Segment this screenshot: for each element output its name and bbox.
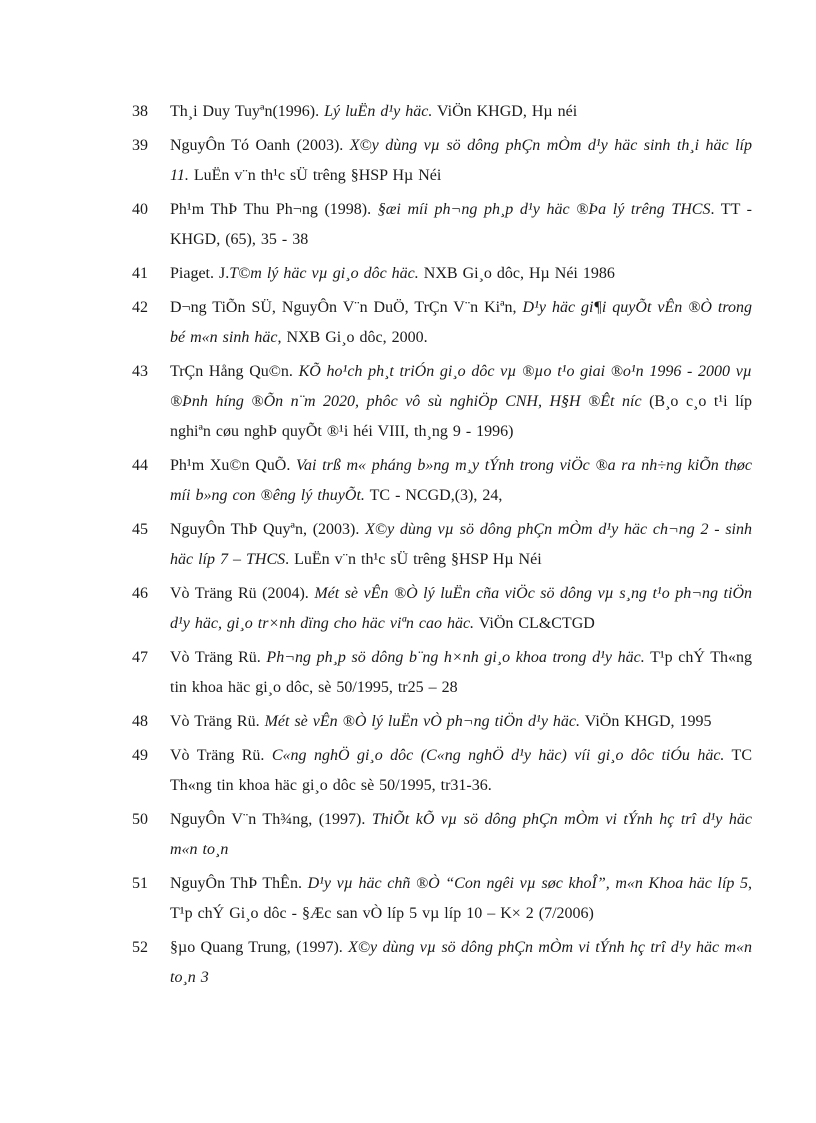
reference-text — [170, 293, 752, 353]
reference-item — [132, 451, 752, 511]
reference-number: 50 — [132, 811, 148, 828]
reference-number: 39 — [132, 137, 148, 154]
reference-item — [132, 515, 752, 575]
reference-segment: §µo Quang Trung, (1997). — [170, 939, 349, 956]
reference-segment: , NXB Gi¸o dôc, 2000. — [277, 329, 428, 346]
reference-number: 52 — [132, 939, 148, 956]
reference-number: 45 — [132, 521, 148, 538]
reference-segment: NguyÔn ThÞ Quyªn, (2003). — [170, 521, 366, 538]
reference-segment: ViÖn KHGD, 1995 — [580, 713, 712, 730]
reference-item — [132, 579, 752, 639]
reference-item — [132, 259, 752, 289]
reference-segment: Vò Träng Rü. — [170, 713, 265, 730]
reference-title: D¹y vµ häc chñ ®Ò “Con ngêi vµ søc khoÎ”, m«n Khoa häc líp 5 — [307, 875, 749, 892]
reference-item — [132, 643, 752, 703]
reference-segment: ViÖn KHGD, Hµ néi — [432, 103, 578, 120]
reference-segment: Th¸i Duy Tuyªn(1996). — [170, 103, 325, 120]
reference-segment: Ph¹m Xu©n QuÕ. — [170, 457, 297, 474]
reference-number: 43 — [132, 363, 148, 380]
reference-number: 40 — [132, 201, 148, 218]
reference-text — [170, 195, 752, 255]
reference-item — [132, 97, 752, 127]
reference-title: T©m lý häc vµ gi¸o dôc häc. — [229, 265, 419, 282]
reference-title: §æi míi ph¬ng ph¸p d¹y häc ®Þa lý trêng THCS — [377, 201, 711, 218]
reference-title: X©y dùng vµ sö dông phÇn mÒm vi tÝnh hç trî d¹y häc m«n to¸n 3 — [170, 939, 753, 986]
reference-segment: LuËn v¨n th¹c sÜ trêng §HSP Hµ Néi — [188, 167, 442, 184]
reference-segment: NXB Gi¸o dôc, Hµ Néi 1986 — [418, 265, 615, 282]
reference-title: Vai trß m« pháng b»ng m¸y tÝnh trong viÖc ®a ra nh÷ng kiÕn thøc míi b»ng con ®êng lý thuyÕt. — [170, 457, 752, 504]
reference-segment: D¬ng TiÕn SÜ, NguyÔn V¨n DuÖ, TrÇn V¨n Kiªn, — [170, 299, 523, 316]
reference-number: 51 — [132, 875, 148, 892]
reference-segment: Vò Träng Rü. — [170, 747, 272, 764]
reference-segment: NguyÔn V¨n Th¾ng, (1997). — [170, 811, 372, 828]
reference-segment: (B¸o c¸o t¹i líp nghiªn cøu nghÞ quyÕt ®¹i héi VIII, th¸ng 9 - 1996) — [170, 393, 752, 440]
reference-text — [170, 869, 752, 929]
reference-text — [170, 707, 752, 737]
reference-segment: Vò Träng Rü. — [170, 649, 267, 666]
reference-segment: TC - NCGD,(3), 24, — [364, 487, 503, 504]
reference-title: X©y dùng vµ sö dông phÇn mÒm d¹y häc sinh th¸i häc líp 11. — [170, 137, 753, 184]
reference-title: ThiÕt kÕ vµ sö dông phÇn mÒm vi tÝnh hç trî d¹y häc m«n to¸n — [170, 811, 752, 858]
reference-item — [132, 869, 752, 929]
reference-number: 44 — [132, 457, 148, 474]
reference-item — [132, 357, 752, 447]
reference-title: KÕ ho¹ch ph¸t triÓn gi¸o dôc vµ ®µo t¹o giai ®o¹n 1996 - 2000 vµ ®Þnh híng ®Õn n¨m 2020, phôc vô sù nghiÖp CNH, H§H ®Êt níc — [170, 363, 753, 410]
reference-title: Ph¬ng ph¸p sö dông b¨ng h×nh gi¸o khoa trong d¹y häc. — [266, 649, 645, 666]
reference-text — [170, 97, 752, 127]
reference-text — [170, 741, 752, 801]
reference-segment: Piaget. J. — [170, 265, 230, 282]
reference-segment: NguyÔn ThÞ ThÊn. — [170, 875, 308, 892]
reference-title: Lý luËn d¹y häc. — [324, 103, 433, 120]
reference-list — [132, 97, 752, 997]
reference-segment: T¹p chÝ Th«ng tin khoa häc gi¸o dôc, sè 50/1995, tr25 – 28 — [170, 649, 753, 696]
reference-item — [132, 741, 752, 801]
reference-number: 49 — [132, 747, 148, 764]
reference-text — [170, 515, 752, 575]
reference-segment: TC Th«ng tin khoa häc gi¸o dôc sè 50/1995, tr31-36. — [170, 747, 753, 794]
reference-segment: NguyÔn Tó Oanh (2003). — [170, 137, 350, 154]
reference-text — [170, 933, 752, 993]
reference-number: 42 — [132, 299, 148, 316]
reference-item — [132, 293, 752, 353]
reference-text — [170, 131, 752, 191]
reference-number: 48 — [132, 713, 148, 730]
reference-text — [170, 357, 752, 447]
reference-item — [132, 933, 752, 993]
reference-text — [170, 579, 752, 639]
reference-segment: ViÖn CL&CTGD — [474, 615, 595, 632]
reference-text — [170, 805, 752, 865]
reference-number: 38 — [132, 103, 148, 120]
reference-number: 46 — [132, 585, 148, 602]
reference-item — [132, 131, 752, 191]
reference-title: Mét sè vÊn ®Ò lý luËn vÒ ph¬ng tiÖn d¹y häc. — [264, 713, 581, 730]
reference-number: 47 — [132, 649, 148, 666]
reference-item — [132, 707, 752, 737]
reference-segment: Ph¹m ThÞ Thu Ph¬ng (1998). — [170, 201, 378, 218]
reference-title: Mét sè vÊn ®Ò lý luËn cña viÖc sö dông vµ s¸ng t¹o ph¬ng tiÖn d¹y häc, gi¸o tr×nh dïng cho häc viªn cao häc. — [170, 585, 753, 632]
reference-segment: . LuËn v¨n th¹c sÜ trêng §HSP Hµ Néi — [285, 551, 542, 568]
reference-item — [132, 805, 752, 865]
reference-segment: , T¹p chÝ Gi¸o dôc - §Æc san vÒ líp 5 vµ líp 10 – K× 2 (7/2006) — [170, 875, 753, 922]
reference-segment: Vò Träng Rü (2004). — [170, 585, 315, 602]
reference-text — [170, 643, 752, 703]
reference-title: X©y dùng vµ sö dông phÇn mÒm d¹y häc ch¬ng 2 - sinh häc líp 7 – THCS — [170, 521, 752, 568]
reference-text — [170, 451, 752, 511]
reference-title: D¹y häc gi¶i quyÕt vÊn ®Ò trong bé m«n sinh häc — [170, 299, 752, 346]
reference-segment: TrÇn Hång Qu©n. — [170, 363, 299, 380]
reference-number: 41 — [132, 265, 148, 282]
reference-item — [132, 195, 752, 255]
reference-text — [170, 259, 752, 289]
reference-title: C«ng nghÖ gi¸o dôc (C«ng nghÖ d¹y häc) víi gi¸o dôc tiÓu häc. — [271, 747, 725, 764]
reference-segment: . TT - KHGD, (65), 35 - 38 — [170, 201, 753, 248]
